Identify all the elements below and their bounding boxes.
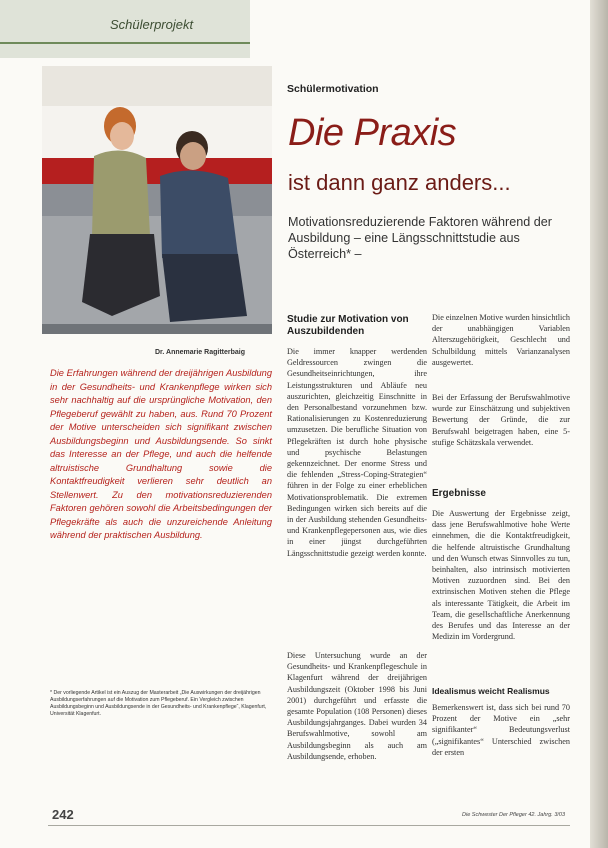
- col1-paragraph-1: Die immer knapper werdenden Geldressourcen zwingen die Gesundheitseinrichtungen, ihre Leistungsstrukturen und Abläufe neu auszurichten, gleichzeitig Einschnitte in den Personalbestand vorzunehmen bzw. Rationalisierungen zu Kostenreduzierung umzusetzen. Die berufliche Situation von Pflegekräften ist durch hohe physische und psychische Belastungen gekennzeichnet. Der enorme Stress und die fehlenden „Stress-Coping-Strategien“ führen in der Folge zu einer erheblichen Motivationsproblematik. Die extremen Bedingungen wirken sich bereits auf die in der Ausbildung stehenden Gesundheits- und Krankenpflegepersonen aus, wie dies in einer jüngst durchgeführten Längsschnittstudie gezeigt werden konnte.: [287, 347, 427, 558]
- page-number: 242: [52, 807, 74, 822]
- headline: Die Praxis: [288, 112, 457, 154]
- section-header-rule: [0, 42, 250, 44]
- teaser-abstract: Die Erfahrungen während der dreijährigen Ausbildung in der Gesundheits- und Krankenpflege wirken sich sehr nachhaltig auf die ursprüngliche Motivation, den Pflegeberuf gewählt zu haben, aus. Rund 70 Prozent der Motive unterscheiden sich signifikant zwischen Ausbildungsbeginn und Ausbildungsende. So sinkt das Interesse an der Pflege, und auch die helfende altruistische Grundhaltung sowie die Kontaktfreudigkeit verlieren sehr deutlich an Stellenwert. Zu den motivationsreduzierenden Faktoren gehören sowohl die Arbeitsbedingungen der Pflegekräfte als auch die unzureichende Anleitung während der praktischen Ausbildung.: [50, 368, 272, 540]
- col2-paragraph-3: Die Auswertung der Ergebnisse zeigt, dass jene Berufswahlmotive hohe Werte einnehmen, die die Kontaktfreudigkeit, die helfende altruistische Grundhaltung und den Wunsch etwas Sinnvolles zu tun, beinhalten, also intrinsisch motivierten Motiven zuzuordnen sind. Bei den extrinsischen Motiven stehen die Pflege als interessante Tätigkeit, die Arbeit im Team, die gesellschaftliche Anerkennung des Berufes und das Interesse an der Medizin im Vordergrund.: [432, 509, 570, 642]
- footnote: * Der vorliegende Artikel ist ein Auszug der Masterarbeit „Die Auswirkungen der dreijährigen Ausbildungserfahrungen auf die Motivation zum Pflegeberuf. Ein Vergleich zwischen Ausbildungsbeginn und Ausbildungsende in der Gesundheits- und Krankenpflege“, Klagenfurt, Universität Klagenfurt.: [50, 690, 267, 717]
- kicker: Schülermotivation: [287, 83, 379, 95]
- col1-heading: Studie zur Motivation von Auszubildenden: [287, 314, 409, 337]
- col2-paragraph-4: Bemerkenswert ist, dass sich bei rund 70 Prozent der Motive ein „sehr signifikanter“ Bedeutungsverlust („signifikantes“ Unterschied zwischen der ersten: [432, 703, 570, 757]
- col1-paragraph-2: Diese Untersuchung wurde an der Gesundheits- und Krankenpflegeschule in Klagenfurt während der dreijährigen Ausbildungszeit (Oktober 1998 bis Juni 2001) durchgeführt und erfasste die gesamte Population (108 Personen) dieses Ausbildungsjahrganges. Dabei wurden 34 Berufswahlmotive, sowohl am Ausbildungsbeginn als auch am Ausbildungsende, erhoben.: [287, 651, 427, 761]
- subheadline: ist dann ganz anders...: [288, 170, 511, 195]
- author-byline: Dr. Annemarie Ragitterbaig: [155, 349, 245, 356]
- col2-heading-results: Ergebnisse: [432, 488, 486, 499]
- footer-rule: [48, 825, 570, 826]
- col2-paragraph-2: Bei der Erfassung der Berufswahlmotive wurde zur Einschätzung und subjektiven Bewertung der Gründe, die zur Berufswahl beigetragen haben, eine 5-stufige Schätzskala verwendet.: [432, 393, 570, 447]
- intro-deck: Motivationsreduzierende Faktoren während der Ausbildung – eine Längsschnittstudie aus Österreich* –: [288, 215, 552, 261]
- col2-heading-idealism: Idealismus weicht Realismus: [432, 686, 550, 696]
- article-photo: [42, 66, 272, 334]
- section-label: Schülerprojekt: [110, 17, 194, 32]
- running-footer: Die Schwester Der Pfleger 42. Jahrg. 3/03: [462, 812, 566, 818]
- page-edge-shadow: [590, 0, 608, 848]
- col2-paragraph-1: Die einzelnen Motive wurden hinsichtlich der unabhängigen Variablen Alterszugehörigkeit, Geschlecht und Schulbildung mittels Varianzanalysen ausgewertet.: [432, 313, 570, 367]
